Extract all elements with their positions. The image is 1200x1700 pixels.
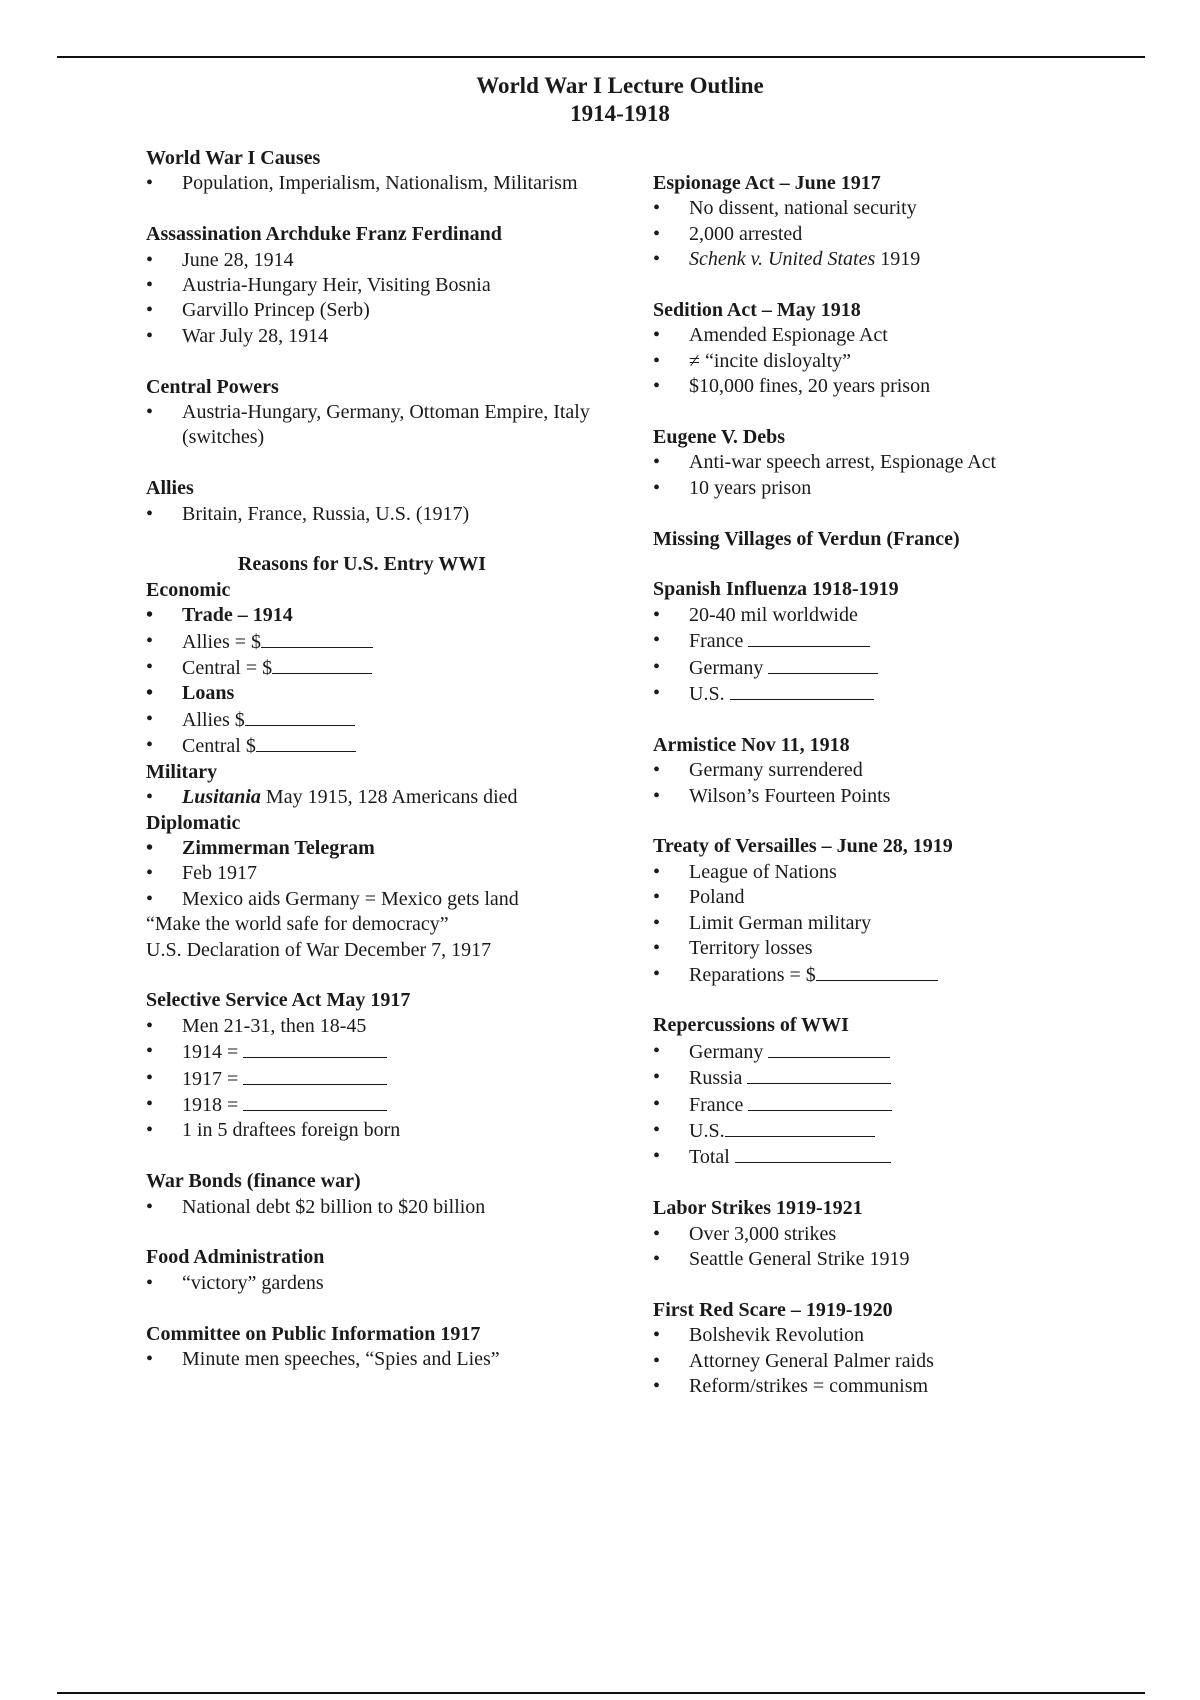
fill-blank [748, 628, 870, 647]
fill-blank [730, 681, 874, 700]
quote-line: “Make the world safe for democracy” [146, 913, 449, 936]
title-line-1: World War I Lecture Outline [476, 73, 764, 98]
section-war-bonds [146, 1169, 616, 1220]
section-repercussions [653, 1013, 1153, 1170]
section-heading: Missing Villages of Verdun (France) [653, 527, 960, 550]
list-item [146, 629, 616, 655]
fill-blank [245, 707, 355, 726]
section-causes [146, 146, 616, 197]
section-eugene-debs [653, 425, 1153, 501]
list-item: • League of Nations [653, 860, 1153, 885]
section-allies [146, 476, 616, 527]
fill-blank [768, 1039, 890, 1058]
fill-blank [725, 1118, 875, 1137]
list-item [146, 655, 616, 681]
section-central-powers [146, 375, 616, 451]
list-item [146, 1092, 616, 1118]
item-text: May 1915, 128 Americans died [260, 786, 518, 809]
list-item [653, 962, 1153, 988]
fill-blank [243, 1039, 387, 1058]
list-item [653, 1065, 1153, 1091]
list-item: • Trade – 1914 [146, 603, 616, 628]
list-item: • ≠ “incite disloyalty” [653, 349, 1153, 374]
list-item [653, 655, 1153, 681]
section-heading: Reasons for U.S. Entry WWI [237, 553, 487, 576]
item-text: France [689, 1093, 749, 1116]
item-text: 1918 = [182, 1093, 244, 1116]
section-verdun [653, 527, 1153, 552]
fill-blank [272, 655, 372, 674]
item-text: France [689, 630, 749, 653]
list-item: • 1 in 5 draftees foreign born [146, 1118, 616, 1143]
list-item [653, 247, 1153, 272]
list-item: • $10,000 fines, 20 years prison [653, 374, 1153, 399]
item-text: Lusitania [182, 786, 261, 809]
list-item: • Britain, France, Russia, U.S. (1917) [146, 502, 616, 527]
section-committee [146, 1322, 616, 1373]
section-espionage-act [653, 171, 1153, 273]
list-item: • Germany surrendered [653, 758, 1153, 783]
section-heading: Eugene V. Debs [653, 426, 786, 449]
item-text: Total [689, 1146, 735, 1169]
list-item [653, 1092, 1153, 1118]
bottom-rule [57, 1692, 1145, 1694]
section-labor-strikes [653, 1196, 1153, 1272]
item-text: Reparations = $ [689, 963, 816, 986]
item-text: 1917 = [182, 1067, 244, 1090]
item-text: Germany [689, 1040, 769, 1063]
list-item: • Seattle General Strike 1919 [653, 1247, 1153, 1272]
list-item: • Loans [146, 681, 616, 706]
list-item [146, 1066, 616, 1092]
fill-blank [261, 629, 373, 648]
section-heading: Allies [146, 477, 194, 500]
section-treaty-versailles [653, 834, 1153, 987]
fill-blank [243, 1066, 387, 1085]
list-item [653, 1118, 1153, 1144]
fill-blank [256, 733, 356, 752]
section-heading: Labor Strikes 1919-1921 [653, 1197, 863, 1220]
section-heading: Sedition Act – May 1918 [653, 299, 861, 322]
fill-blank [816, 962, 938, 981]
section-heading: Espionage Act – June 1917 [653, 172, 881, 194]
list-item [653, 1039, 1153, 1065]
fill-blank [243, 1092, 387, 1111]
list-item: • Attorney General Palmer raids [653, 1349, 1153, 1374]
item-text: Schenk v. United States [689, 248, 876, 271]
list-item: • Poland [653, 885, 1153, 910]
section-spanish-influenza [653, 577, 1153, 707]
list-item: • Territory losses [653, 936, 1153, 961]
section-selective-service [146, 988, 616, 1143]
fill-blank [735, 1144, 891, 1163]
right-column [653, 171, 1153, 1399]
section-red-scare [653, 1298, 1153, 1400]
list-item: • June 28, 1914 [146, 248, 616, 273]
list-item: • Mexico aids Germany = Mexico gets land [146, 887, 616, 912]
section-heading: Selective Service Act May 1917 [146, 989, 411, 1012]
item-text: Allies $ [182, 708, 245, 731]
top-rule [57, 56, 1145, 58]
list-item: • National debt $2 billion to $20 billion [146, 1195, 616, 1220]
list-item: • War July 28, 1914 [146, 324, 616, 349]
list-item: • 10 years prison [653, 476, 1153, 501]
section-armistice [653, 733, 1153, 809]
section-heading: World War I Causes [146, 147, 321, 169]
list-item: • “victory” gardens [146, 1271, 616, 1296]
section-heading: Committee on Public Information 1917 [146, 1322, 481, 1345]
list-item [653, 1144, 1153, 1170]
item-text: 1914 = [182, 1041, 244, 1064]
list-item: • Wilson’s Fourteen Points [653, 784, 1153, 809]
item-text: Russia [689, 1067, 748, 1090]
list-item [653, 681, 1153, 707]
list-item: • Garvillo Princep (Serb) [146, 298, 616, 323]
list-item: • Feb 1917 [146, 861, 616, 886]
item-text: U.S. [689, 683, 730, 706]
list-item [653, 628, 1153, 654]
left-column [146, 146, 616, 1372]
section-heading: Armistice Nov 11, 1918 [653, 733, 850, 756]
section-heading: Spanish Influenza 1918-1919 [653, 578, 899, 601]
item-text: U.S. [689, 1119, 725, 1142]
list-item: • Anti-war speech arrest, Espionage Act [653, 450, 1153, 475]
section-reasons [146, 552, 616, 963]
section-food-administration [146, 1245, 616, 1296]
section-heading: War Bonds (finance war) [146, 1170, 361, 1193]
list-item [146, 707, 616, 733]
section-sedition-act [653, 298, 1153, 400]
list-item: • Over 3,000 strikes [653, 1222, 1153, 1247]
list-item [146, 733, 616, 759]
declaration-line: U.S. Declaration of War December 7, 1917 [146, 938, 492, 961]
section-heading: Central Powers [146, 375, 279, 398]
list-item: • 2,000 arrested [653, 222, 1153, 247]
list-item: • Austria-Hungary Heir, Visiting Bosnia [146, 273, 616, 298]
section-heading: Treaty of Versailles – June 28, 1919 [653, 835, 953, 858]
subheading-military: Military [146, 760, 218, 783]
list-item: • No dissent, national security [653, 196, 1153, 221]
page-title [0, 72, 1200, 128]
list-item: • Austria-Hungary, Germany, Ottoman Empire, Italy (switches) [146, 400, 616, 451]
section-heading: Assassination Archduke Franz Ferdinand [146, 223, 502, 246]
section-assassination [146, 222, 616, 349]
item-text: 1919 [875, 248, 921, 271]
section-heading: First Red Scare – 1919-1920 [653, 1298, 893, 1321]
fill-blank [768, 655, 878, 674]
list-item: • Men 21-31, then 18-45 [146, 1014, 616, 1039]
list-item [146, 1039, 616, 1065]
section-heading: Repercussions of WWI [653, 1014, 849, 1037]
list-item: • Minute men speeches, “Spies and Lies” [146, 1347, 616, 1372]
item-text: Allies = $ [182, 630, 262, 653]
list-item: • Amended Espionage Act [653, 323, 1153, 348]
item-text: Central $ [182, 735, 256, 758]
subheading-economic: Economic [146, 578, 231, 601]
fill-blank [748, 1092, 892, 1111]
list-item [146, 785, 616, 810]
section-heading: Food Administration [146, 1246, 325, 1269]
list-item: • Population, Imperialism, Nationalism, Militarism [146, 171, 616, 196]
list-item: • Bolshevik Revolution [653, 1323, 1153, 1348]
list-item: • 20-40 mil worldwide [653, 603, 1153, 628]
list-item: • Zimmerman Telegram [146, 836, 616, 861]
list-item: • Reform/strikes = communism [653, 1374, 1153, 1399]
fill-blank [747, 1065, 891, 1084]
item-text: Central = $ [182, 657, 273, 680]
subheading-diplomatic: Diplomatic [146, 811, 241, 834]
title-line-2: 1914-1918 [570, 101, 670, 126]
list-item: • Limit German military [653, 911, 1153, 936]
item-text: Germany [689, 656, 769, 679]
